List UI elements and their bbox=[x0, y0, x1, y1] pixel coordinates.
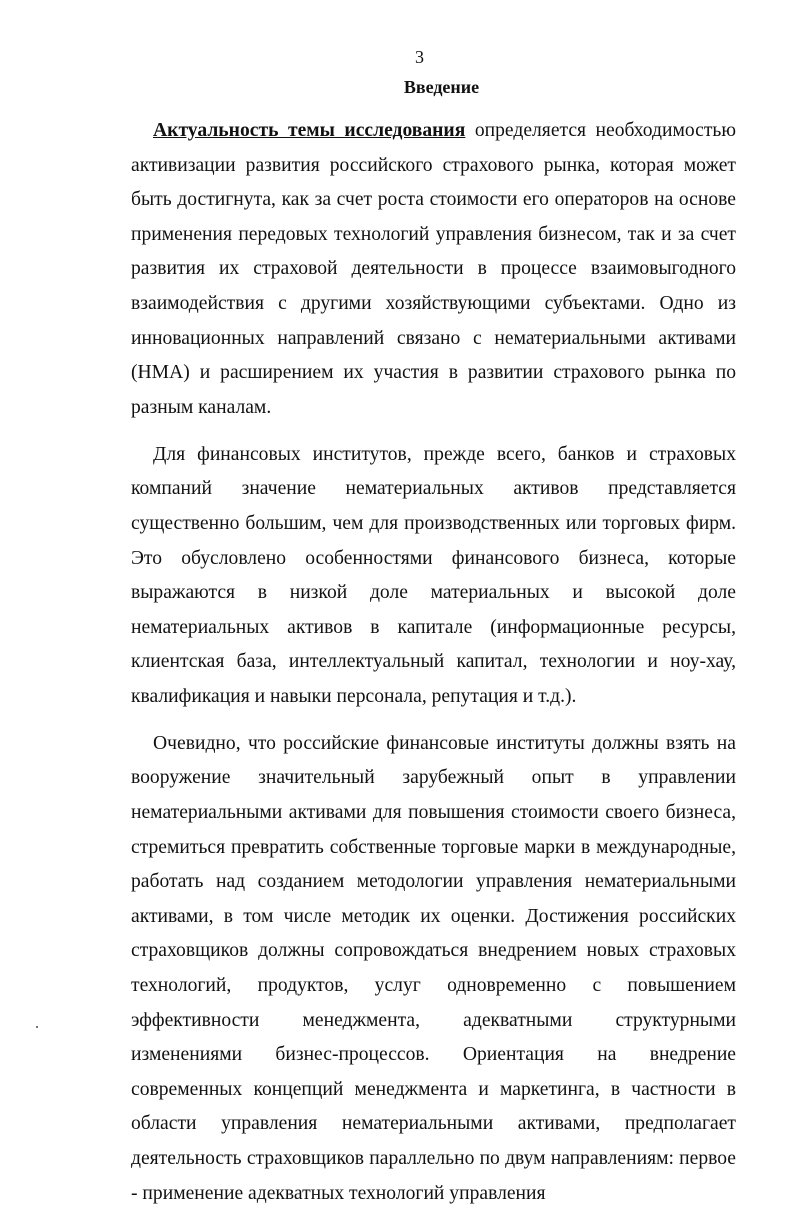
paragraph-text: определяется необходимостью активизации развития российского страхового рынка, которая может быть достигнута, как за счет роста стоимости его операторов на основе применения передовых технологий управления бизнесом, так и за счет развития их страховой деятельности в процессе взаимовыгодного взаимодействия с другими хозяйствующими субъектами. Одно из инновационных направлений связано с нематериальными активами (НМА) и расширением их участия в развитии страхового рынка по разным каналам. bbox=[131, 120, 736, 418]
paragraph-2: Для финансовых институтов, прежде всего, банков и страховых компаний значение нематериальных активов представляется существенно большим, чем для производственных или торговых фирм. Это обусловлено особенностями финансового бизнеса, которые выражаются в низкой доле материальных и высокой доле нематериальных активов в капитале (информационные ресурсы, клиентская база, интеллектуальный капитал, технологии и ноу-хау, квалификация и навыки персонала, репутация и т.д.). bbox=[131, 443, 736, 707]
paragraph-1 bbox=[131, 114, 736, 425]
paragraph-3: Очевидно, что российские финансовые институты должны взять на вооружение значительный зарубежный опыт в управлении нематериальными активами для повышения стоимости своего бизнеса, стремиться превратить собственные торговые марки в международные, работать над созданием методологии управления нематериальными активами, в том числе методик их оценки. Достижения российских страховщиков должны сопровождаться внедрением новых страховых технологий, продуктов, услуг одновременно с повышением эффективности менеджмента, адекватными структурными изменениями бизнес-процессов. Ориентация на внедрение современных концепций менеджмента и маркетинга, в частности в области управления нематериальными активами, предполагает деятельность страховщиков параллельно по двум направлениям: первое - применение адекватных технологий управления bbox=[131, 732, 736, 1204]
page-title: Введение bbox=[403, 77, 480, 97]
body-text bbox=[131, 114, 736, 1224]
page-number: 3 bbox=[415, 47, 424, 67]
paragraph-lead: Актуальность темы исследования bbox=[153, 120, 466, 141]
scan-speck bbox=[36, 1026, 38, 1028]
